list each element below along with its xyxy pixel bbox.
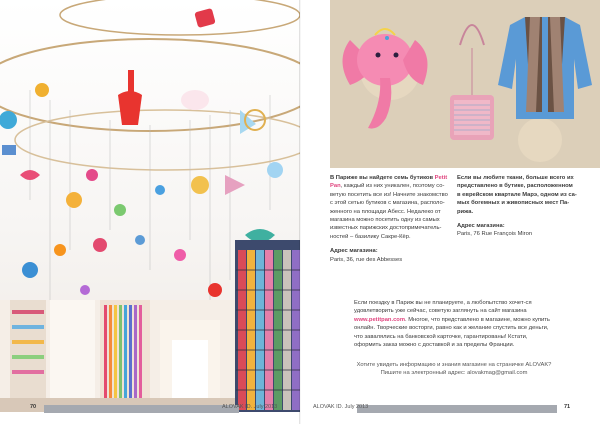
- article-body-2: Если вы любите ткани, больше всего их представлено в бутике, расположенном в еврейском квартале Марэ, одном из са-мых богемных и живописных мест Па-рижа.: [457, 175, 577, 215]
- article-body-1: , каждый из них уникален, поэтому со-ветую посетить все из! Начните знакомство с этой сетью бутиков с магазина, располо-женного на площади Абесс. Недалеко от магазина можно посетить одну из самых известных парижских достопримечатель-ностей – базилику Сакре-Кёр.: [330, 183, 448, 240]
- page-gutter: [299, 0, 301, 424]
- address-1: Paris, 36, rue des Abbesses: [330, 256, 403, 263]
- left-footer-text: ALOVAK ID. July 2013: [222, 404, 278, 410]
- subscribe-line-2: Пишите на электронный адрес: alovakmag@gmail.com: [380, 370, 528, 377]
- left-footer-bar: [44, 405, 239, 413]
- right-page-number: 71: [564, 404, 571, 410]
- promo-text-1: Если поездку в Париж вы не планируете, а любопытство хочет-ся удовлетворить уже сейчас, советую заглянуть на сайт магазина: [354, 300, 532, 315]
- subscribe-line-1: Хотите увидеть информацию и знания магазине на страничке ALOVAK?: [356, 362, 552, 368]
- shop-interior-photo: [0, 0, 300, 412]
- article-intro: В Париже вы найдете семь бутиков: [330, 175, 434, 181]
- article-column-1: [330, 174, 448, 264]
- subscribe-note: [330, 361, 578, 378]
- right-footer-bar: [357, 405, 557, 413]
- promo-text-2: . Многое, что представлено в магазине, можно купить онлайн. Творческие восторги, равно как и желание спустить все деньги, что завалялись на банковской карточке, гарантированы! Кстати, оформить заказ можно с доставкой и за пределы Франции.: [354, 316, 550, 349]
- address-label-1: Адрес магазина:: [330, 248, 378, 255]
- article-column-2: [457, 174, 577, 239]
- shop-website-link[interactable]: www.petitpan.com: [354, 316, 405, 323]
- address-2: Paris, 76 Rue François Miron: [457, 231, 533, 238]
- promo-paragraph: [354, 299, 556, 349]
- address-label-2: Адрес магазина:: [457, 223, 505, 230]
- shop-interior-illustration: [0, 0, 300, 412]
- shop-name: Petit Pan: [330, 175, 448, 190]
- decor-photo: [330, 0, 600, 168]
- decor-illustration: [330, 0, 600, 168]
- right-footer-text: ALOVAK ID. July 2013: [313, 404, 369, 410]
- left-page-number: 70: [30, 404, 37, 410]
